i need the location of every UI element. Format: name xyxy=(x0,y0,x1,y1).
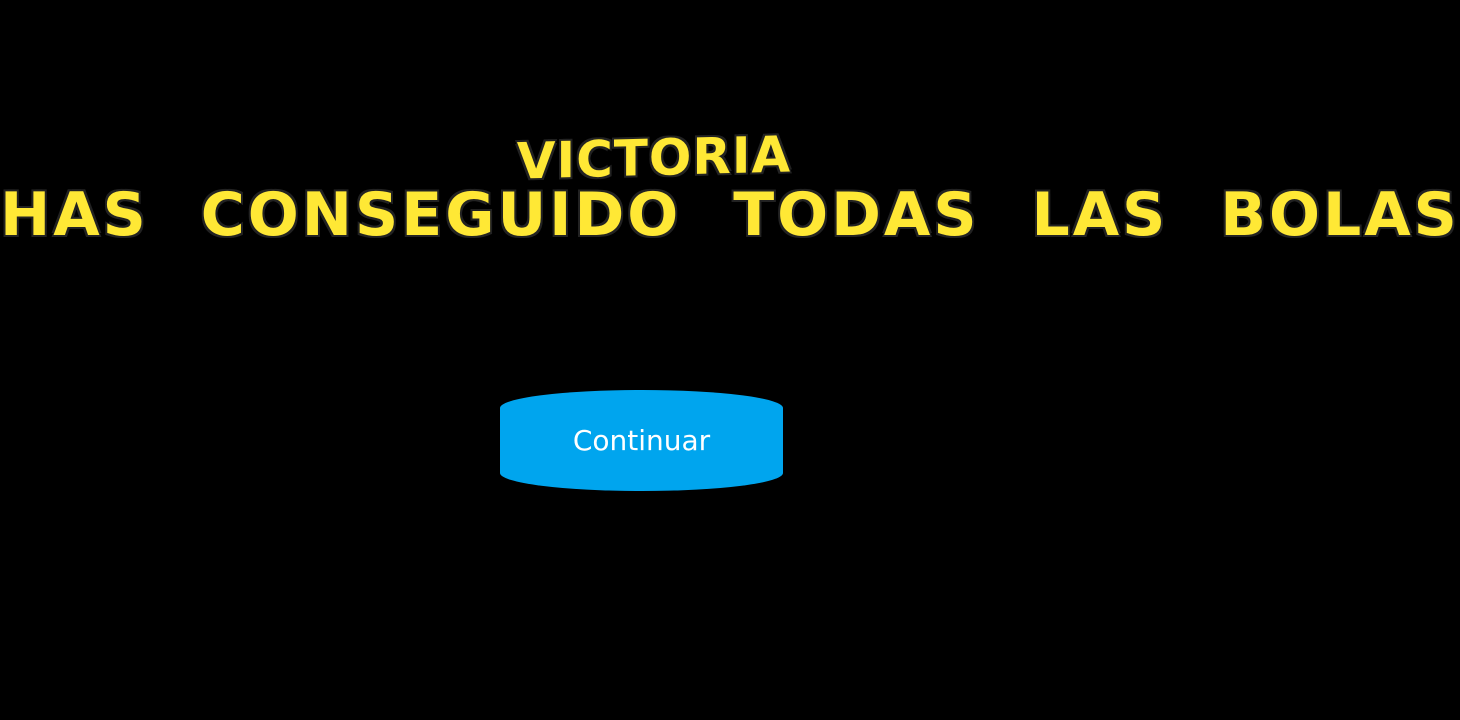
title-block xyxy=(0,125,1460,250)
victory-subtitle: HAS CONSEGUIDO TODAS LAS BOLAS xyxy=(0,180,1460,250)
continue-button[interactable]: Continuar xyxy=(500,390,783,491)
victory-title: VICTORIA xyxy=(516,125,792,191)
